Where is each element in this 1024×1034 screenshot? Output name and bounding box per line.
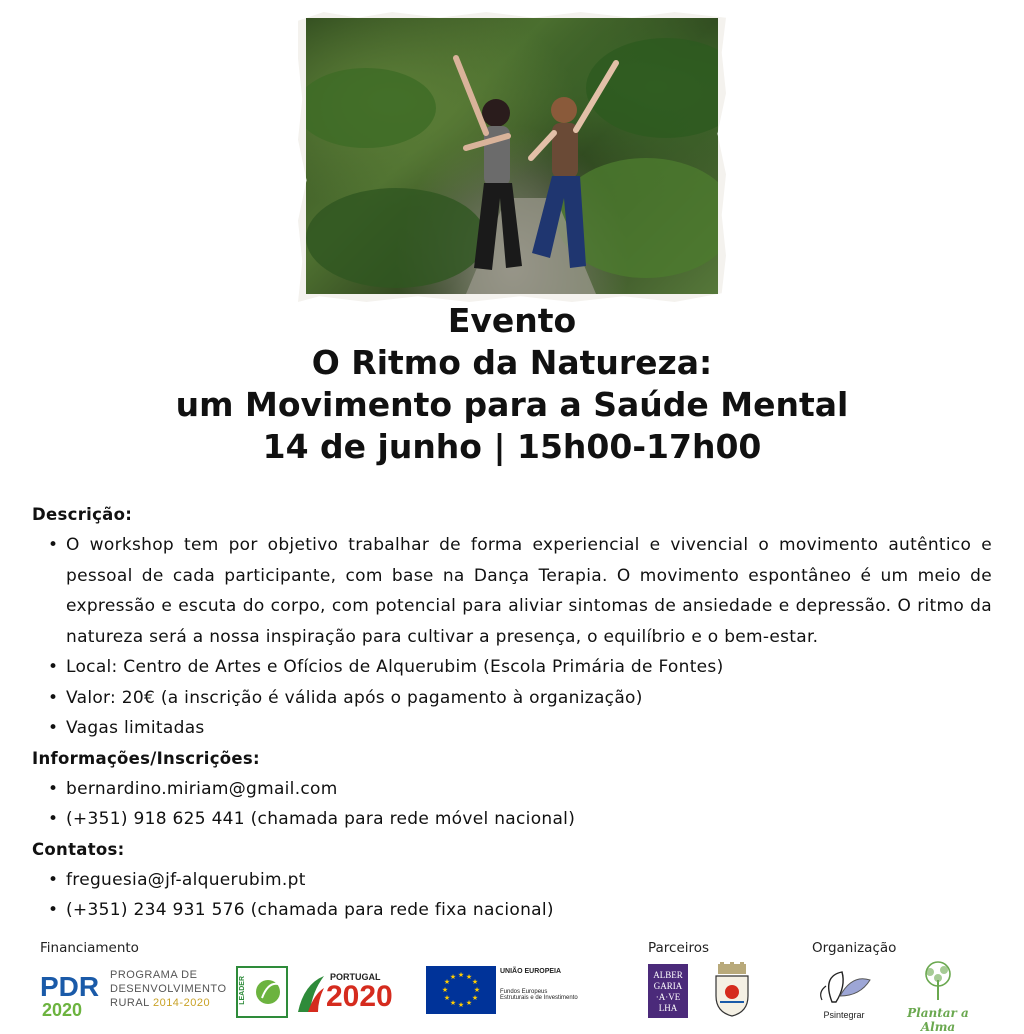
- svg-text:★: ★: [441, 986, 449, 994]
- eu-title: UNIÃO EUROPEIA: [500, 968, 562, 975]
- email-contact[interactable]: • bernardino.miriam@gmail.com: [66, 774, 992, 805]
- descricao-heading: Descrição:: [32, 505, 133, 524]
- event-photo: [306, 18, 718, 294]
- sponsors-footer: [0, 938, 1024, 1034]
- pdr-years: 2014-2020: [152, 997, 211, 1009]
- svg-text:LHA: LHA: [658, 1003, 678, 1013]
- email-contact[interactable]: • freguesia@jf-alquerubim.pt: [66, 865, 992, 896]
- phone-contact[interactable]: • (+351) 234 931 576 (chamada para rede fixa nacional): [66, 895, 992, 926]
- psintegrar-logo: [812, 966, 876, 1020]
- svg-text:★: ★: [473, 986, 481, 994]
- informacoes-list: [32, 774, 992, 835]
- descricao-item: • Local: Centro de Artes e Ofícios de Alquerubim (Escola Primária de Fontes): [66, 652, 992, 683]
- pdr2020-logo: [40, 968, 230, 1018]
- svg-text:★: ★: [471, 994, 479, 1002]
- title-line-2: O Ritmo da Natureza:: [311, 343, 713, 382]
- financiamento-label: Financiamento: [40, 940, 139, 956]
- svg-text:ALBER: ALBER: [653, 970, 683, 980]
- svg-text:★: ★: [443, 978, 451, 986]
- title-line-1: Evento: [447, 301, 577, 340]
- pdr-line3: RURAL: [110, 997, 150, 1009]
- leader-logo: [236, 966, 288, 1018]
- phone-contact[interactable]: • (+351) 918 625 441 (chamada para rede móvel nacional): [66, 804, 992, 835]
- coat-of-arms-logo: [708, 962, 756, 1020]
- pdr-line1: PROGRAMA DE: [110, 969, 198, 981]
- informacoes-heading: Informações/Inscrições:: [32, 748, 260, 768]
- svg-text:★: ★: [457, 1001, 465, 1009]
- svg-text:★: ★: [457, 971, 465, 979]
- plantar-a-alma-logo: [888, 960, 988, 1034]
- svg-text:★: ★: [449, 999, 457, 1007]
- event-photo-frame: [298, 12, 726, 302]
- svg-text:★: ★: [443, 994, 451, 1002]
- organizacao-label: Organização: [812, 940, 897, 956]
- svg-text:PDR: PDR: [40, 971, 100, 1002]
- title-line-4: 14 de junho | 15h00-17h00: [262, 427, 762, 466]
- portugal-text: PORTUGAL: [330, 972, 381, 982]
- leader-text: LEADER: [239, 976, 246, 1005]
- albergaria-logo: [648, 964, 688, 1018]
- descricao-list: [32, 530, 992, 744]
- descricao-item: • Vagas limitadas: [66, 713, 992, 744]
- contatos-list: [32, 865, 992, 926]
- portugal-year: 2020: [326, 980, 393, 1013]
- svg-text:★: ★: [471, 978, 479, 986]
- title-line-3: um Movimento para a Saúde Mental: [175, 385, 849, 424]
- plantar-text: Plantar a Alma: [907, 1006, 969, 1034]
- svg-text:GARIA: GARIA: [653, 981, 683, 991]
- psintegrar-text: Psintegrar: [823, 1010, 865, 1020]
- pdr-line2: DESENVOLVIMENTO: [110, 983, 227, 995]
- contatos-heading: Contatos:: [32, 839, 125, 859]
- event-title-block: [0, 300, 1024, 468]
- svg-text:2020: 2020: [42, 1000, 83, 1018]
- event-details: [32, 500, 992, 926]
- descricao-item: • O workshop tem por objetivo trabalhar de forma experiencial e vivencial o movimento autêntico e pessoal de cada participante, com base na Dança Terapia. O movimento espontâneo é um meio de expressão e escuta do corpo, com potencial para aliviar sintomas de ansiedade e depressão. O ritmo da natureza será a nossa inspiração para cultivar a presença, o equilíbrio e o bem-estar.: [66, 530, 992, 652]
- eu-flag-logo: [426, 966, 496, 1014]
- portugal2020-logo: [296, 968, 418, 1016]
- eu-line1: Fundos Europeus: [500, 989, 548, 995]
- svg-text:·A·VE: ·A·VE: [655, 992, 681, 1002]
- parceiros-label: Parceiros: [648, 940, 710, 956]
- eu-line2: Estruturais e de Investimento: [500, 995, 578, 1001]
- svg-text:★: ★: [465, 999, 473, 1007]
- dancers-illustration: [306, 18, 718, 294]
- eu-text-block: [500, 968, 610, 1001]
- svg-text:★: ★: [465, 973, 473, 981]
- descricao-item: • Valor: 20€ (a inscrição é válida após o pagamento à organização): [66, 683, 992, 714]
- svg-text:★: ★: [449, 973, 457, 981]
